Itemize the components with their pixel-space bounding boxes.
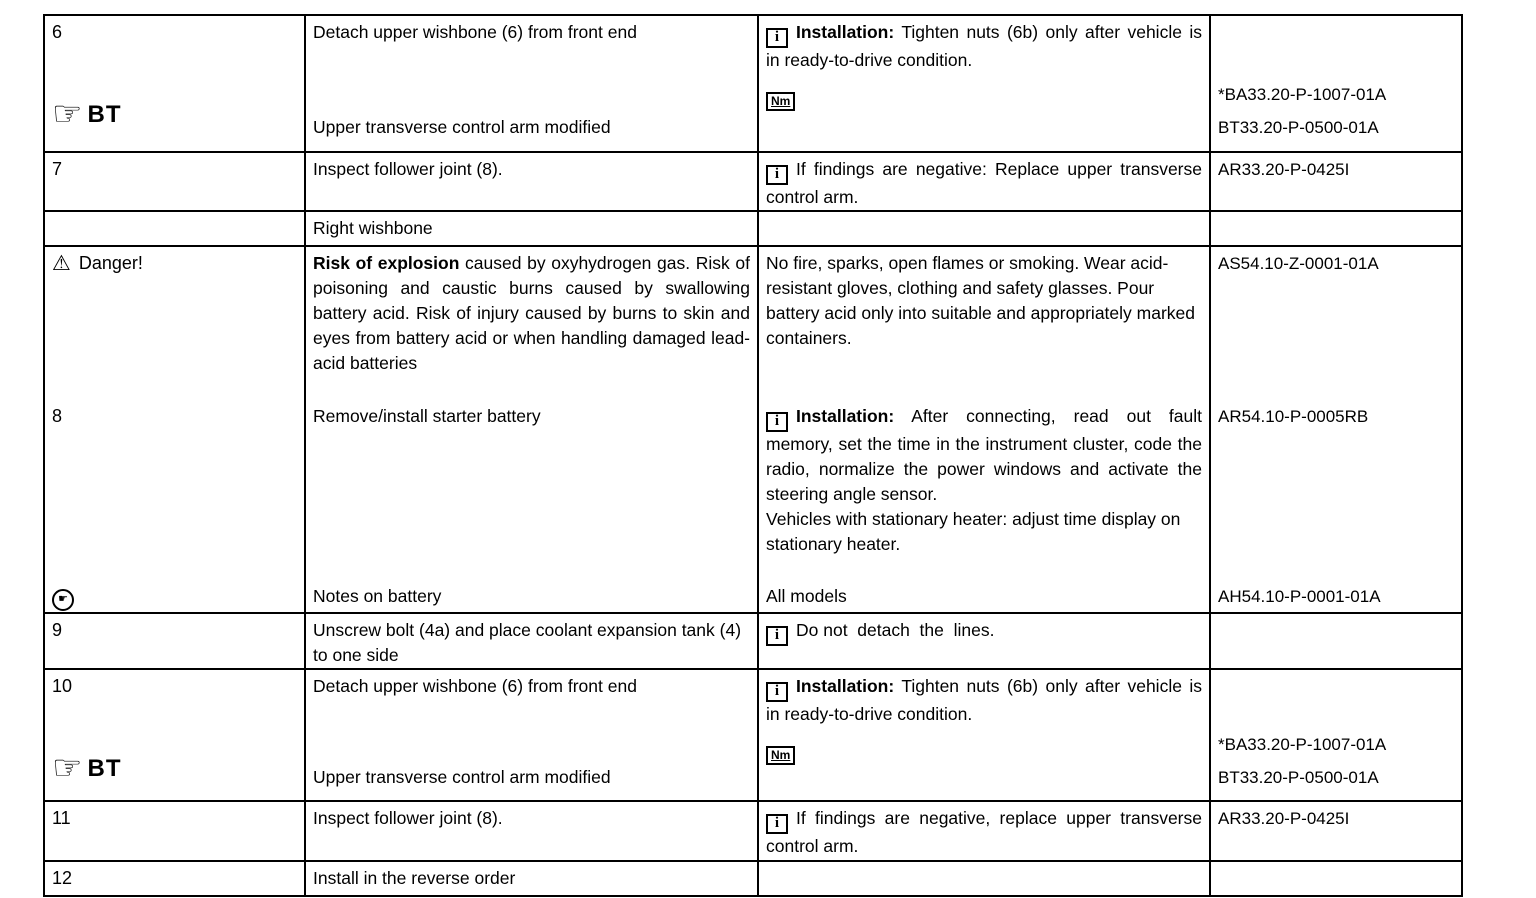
description-cell — [304, 614, 757, 668]
doc-reference[interactable]: AR33.20-P-0425I — [1218, 809, 1350, 828]
step-cell — [45, 212, 304, 245]
doc-reference[interactable]: AS54.10-Z-0001-01A — [1218, 254, 1379, 273]
reference-cell — [1209, 400, 1461, 580]
step-row-12 — [45, 860, 1461, 895]
danger-description-cell — [304, 247, 757, 400]
danger-subrow — [45, 247, 1461, 400]
description-cell — [304, 400, 757, 580]
task-description: Remove/install starter battery — [313, 406, 541, 426]
task-description: Detach upper wishbone (6) from front end — [313, 676, 637, 696]
reference-cell — [1209, 153, 1461, 210]
remarks-cell — [757, 153, 1209, 210]
info-note: i If findings are negative: Replace upper transverse control arm. — [766, 159, 1202, 207]
reference-cell — [1209, 212, 1461, 245]
subsection-title-cell — [304, 212, 757, 245]
installation-note: i Installation: After connecting, read out fault memory, set the time in the instrument cluster, code the radio, normalize the power windows and activate the steering angle sensor. — [766, 406, 1202, 504]
task-description: Install in the reverse order — [313, 868, 516, 888]
work-procedure-table — [43, 14, 1463, 897]
remarks-cell — [757, 400, 1209, 580]
info-icon: i — [766, 682, 788, 702]
note-description: Notes on battery — [313, 586, 442, 606]
doc-reference[interactable]: *BA33.20-P-1007-01A — [1218, 85, 1387, 104]
bt-note — [52, 95, 297, 133]
info-icon: i — [766, 626, 788, 646]
remarks-cell — [757, 212, 1209, 245]
danger-heading — [52, 251, 297, 276]
reference-cell — [1209, 670, 1461, 800]
reference-cell — [1209, 862, 1461, 895]
remarks-cell — [757, 16, 1209, 151]
reference-cell — [1209, 802, 1461, 860]
step-number: 9 — [52, 620, 63, 640]
step-cell — [45, 802, 304, 860]
notes-subrow — [45, 580, 1461, 612]
description-cell — [304, 802, 757, 860]
note-circle-icon: ☛ — [52, 589, 74, 611]
step-row-9 — [45, 612, 1461, 668]
step-number: 8 — [52, 406, 63, 426]
subsection-title: Right wishbone — [313, 218, 433, 238]
step-row-6 — [45, 16, 1461, 151]
warning-triangle-icon: ⚠ — [52, 251, 71, 275]
reference-cell — [1209, 16, 1461, 151]
danger-measures-cell — [757, 247, 1209, 400]
danger-text: Risk of explosion caused by oxyhydrogen gas. Risk of poisoning and caustic burns caused by swallowing battery acid. Risk of injury caused by burns to skin and eyes from battery acid or when handling damaged lead-acid batteries — [313, 253, 750, 373]
task-description: Inspect follower joint (8). — [313, 808, 503, 828]
pointing-hand-icon: ☞ — [52, 95, 83, 133]
bt-note — [52, 749, 297, 787]
step-row-11 — [45, 800, 1461, 860]
description-cell — [304, 580, 757, 612]
step-number: 12 — [52, 868, 73, 888]
info-note: i Do not detach the lines. — [766, 618, 1202, 646]
reference-cell — [1209, 614, 1461, 668]
danger-measures: No fire, sparks, open flames or smoking. Wear acid-resistant gloves, clothing and safety glasses. Pour battery acid only into suitable and appropriately marked containers. — [766, 253, 1195, 348]
task-description-secondary: Upper transverse control arm modified — [313, 117, 611, 137]
step-number: 11 — [52, 808, 71, 828]
additional-note: Vehicles with stationary heater: adjust time display on stationary heater. — [766, 508, 1181, 554]
step-cell — [45, 670, 304, 800]
step-row-7 — [45, 151, 1461, 210]
step-cell — [45, 400, 304, 580]
description-cell — [304, 862, 757, 895]
remarks-cell — [757, 580, 1209, 612]
torque-nm-icon[interactable]: Nm — [766, 746, 795, 765]
bt-label: BT — [87, 100, 122, 128]
remarks-cell — [757, 670, 1209, 800]
installation-note: i Installation: Tighten nuts (6b) only after vehicle is in ready-to-drive condition. — [766, 676, 1202, 724]
step-number: 10 — [52, 676, 73, 696]
installation-note: i Installation: Tighten nuts (6b) only after vehicle is in ready-to-drive condition. — [766, 22, 1202, 70]
remarks-cell — [757, 862, 1209, 895]
task-description: Detach upper wishbone (6) from front end — [313, 22, 637, 42]
info-icon: i — [766, 814, 788, 834]
step-cell — [45, 16, 304, 151]
remarks-cell — [757, 802, 1209, 860]
torque-nm-icon[interactable]: Nm — [766, 92, 795, 111]
info-icon: i — [766, 165, 788, 185]
danger-cell — [45, 247, 304, 400]
model-scope: All models — [766, 586, 847, 606]
doc-reference[interactable]: *BA33.20-P-1007-01A — [1218, 735, 1387, 754]
step-number: 7 — [52, 159, 63, 179]
bt-label: BT — [87, 754, 122, 782]
danger-label: Danger! — [78, 253, 143, 273]
step-cell — [45, 153, 304, 210]
description-cell — [304, 670, 757, 800]
doc-reference[interactable]: AR54.10-P-0005RB — [1218, 407, 1369, 426]
info-note: i If findings are negative, replace upper transverse control arm. — [766, 808, 1202, 856]
step-cell — [45, 862, 304, 895]
step-subrow-8 — [45, 400, 1461, 580]
step-row-10 — [45, 668, 1461, 800]
reference-cell — [1209, 247, 1461, 400]
pointing-hand-icon: ☞ — [52, 749, 83, 787]
description-cell — [304, 153, 757, 210]
doc-reference[interactable]: AR33.20-P-0425I — [1218, 160, 1350, 179]
remarks-cell — [757, 614, 1209, 668]
step-number: 6 — [52, 22, 63, 42]
note-cell — [45, 580, 304, 612]
subsection-row — [45, 210, 1461, 245]
info-icon: i — [766, 412, 788, 432]
doc-reference[interactable]: BT33.20-P-0500-01A — [1218, 768, 1379, 787]
reference-cell — [1209, 580, 1461, 612]
step-cell — [45, 614, 304, 668]
info-icon: i — [766, 28, 788, 48]
battery-section-row — [45, 245, 1461, 612]
description-cell — [304, 16, 757, 151]
doc-reference[interactable]: BT33.20-P-0500-01A — [1218, 118, 1379, 137]
task-description: Inspect follower joint (8). — [313, 159, 503, 179]
task-description-secondary: Upper transverse control arm modified — [313, 767, 611, 787]
doc-reference[interactable]: AH54.10-P-0001-01A — [1218, 587, 1381, 606]
task-description: Unscrew bolt (4a) and place coolant expansion tank (4) to one side — [313, 620, 742, 665]
